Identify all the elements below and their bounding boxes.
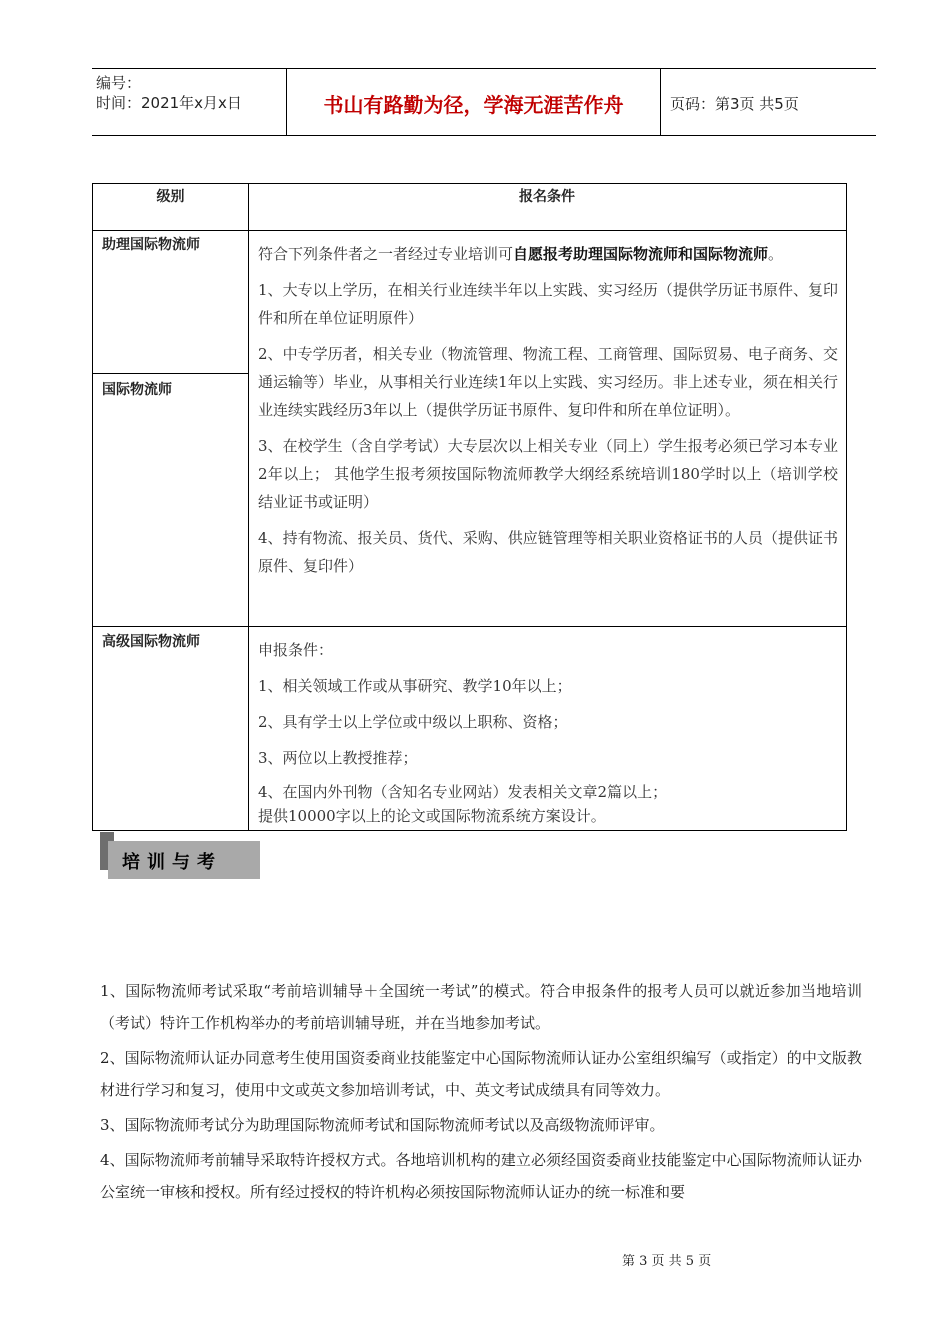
number-label: 编号： bbox=[96, 74, 142, 92]
senior-extra: 提供10000字以上的论文或国际物流系统方案设计。 bbox=[258, 807, 606, 825]
body-paragraph-4: 4、国际物流师考前辅导采取特许授权方式。各地培训机构的建立必须经国资委商业技能鉴定中心国际物流师认证办公室统一审核和授权。所有经过授权的特许机构必须按国际物流师认证办的统一标准和要 bbox=[100, 1151, 862, 1201]
basic-item-2: 2、中专学历者，相关专业（物流管理、物流工程、工商管理、国际贸易、电子商务、交通运输等）毕业，从事相关行业连续1年以上实践、实习经历。非上述专业，须在相关行业连续实践经历3年以上（提供学历证书原件、复印件和所在单位证明）。 bbox=[258, 345, 838, 419]
basic-conditions bbox=[258, 240, 838, 580]
header-page-label: 页码：第3页 共5页 bbox=[670, 95, 799, 113]
table-column-divider bbox=[248, 184, 249, 830]
body-paragraph-3: 3、国际物流师考试分为助理国际物流师考试和国际物流师考试以及高级物流师评审。 bbox=[100, 1116, 665, 1134]
body-paragraph-2: 2、国际物流师认证办同意考生使用国资委商业技能鉴定中心国际物流师认证办公室组织编写（或指定）的中文版教材进行学习和复习，使用中文或英文参加培训考试，中、英文考试成绩具有同等效力。 bbox=[100, 1049, 862, 1099]
basic-item-4: 4、持有物流、报关员、货代、采购、供应链管理等相关职业资格证书的人员（提供证书原件、复印件） bbox=[258, 529, 838, 575]
table-row-divider bbox=[93, 626, 846, 627]
time-label: 时间：2021年x月x日 bbox=[96, 94, 242, 112]
body-paragraph-1: 1、国际物流师考试采取“考前培训辅导＋全国统一考试”的模式。符合申报条件的报考人员可以就近参加当地培训（考试）特许工作机构举办的考前培训辅导班，并在当地参加考试。 bbox=[100, 982, 862, 1032]
header-motto: 书山有路勤为径，学海无涯苦作舟 bbox=[323, 93, 624, 117]
grade-assistant: 助理国际物流师 bbox=[102, 237, 200, 253]
grade-regular: 国际物流师 bbox=[102, 382, 172, 398]
basic-intro: 符合下列条件者之一者经过专业培训可自愿报考助理国际物流师和国际物流师。 bbox=[258, 245, 784, 263]
senior-item-2: 2、具有学士以上学位或中级以上职称、资格； bbox=[258, 713, 568, 731]
section-banner-text: 培训与考 bbox=[122, 852, 222, 873]
senior-conditions bbox=[258, 636, 838, 828]
body-text bbox=[100, 975, 862, 1208]
senior-title: 申报条件： bbox=[258, 641, 334, 659]
table-row-divider bbox=[93, 373, 248, 374]
header-meta bbox=[96, 73, 242, 113]
header-divider bbox=[660, 69, 661, 135]
basic-item-3: 3、在校学生（含自学考试）大专层次以上相关专业（同上）学生报考必须已学习本专业2年以上； 其他学生报考须按国际物流师教学大纲经系统培训180学时以上（培训学校结业证书或证明） bbox=[258, 437, 838, 511]
grade-senior: 高级国际物流师 bbox=[102, 634, 200, 650]
conditions-table bbox=[92, 183, 847, 831]
senior-item-4: 4、在国内外刊物（含知名专业网站）发表相关文章2篇以上； bbox=[258, 783, 668, 801]
basic-item-1: 1、大专以上学历，在相关行业连续半年以上实践、实习经历（提供学历证书原件、复印件和所在单位证明原件） bbox=[258, 281, 838, 327]
table-row-divider bbox=[93, 230, 846, 231]
basic-intro-emphasis: 自愿报考助理国际物流师和国际物流师 bbox=[513, 245, 769, 263]
footer-page-number: 第 3 页 共 5 页 bbox=[622, 1254, 712, 1269]
page-header bbox=[92, 68, 876, 136]
header-grade: 级别 bbox=[156, 189, 185, 205]
senior-item-1: 1、相关领域工作或从事研究、教学10年以上； bbox=[258, 677, 572, 695]
header-conditions: 报名条件 bbox=[519, 189, 575, 205]
senior-item-3: 3、两位以上教授推荐； bbox=[258, 749, 418, 767]
